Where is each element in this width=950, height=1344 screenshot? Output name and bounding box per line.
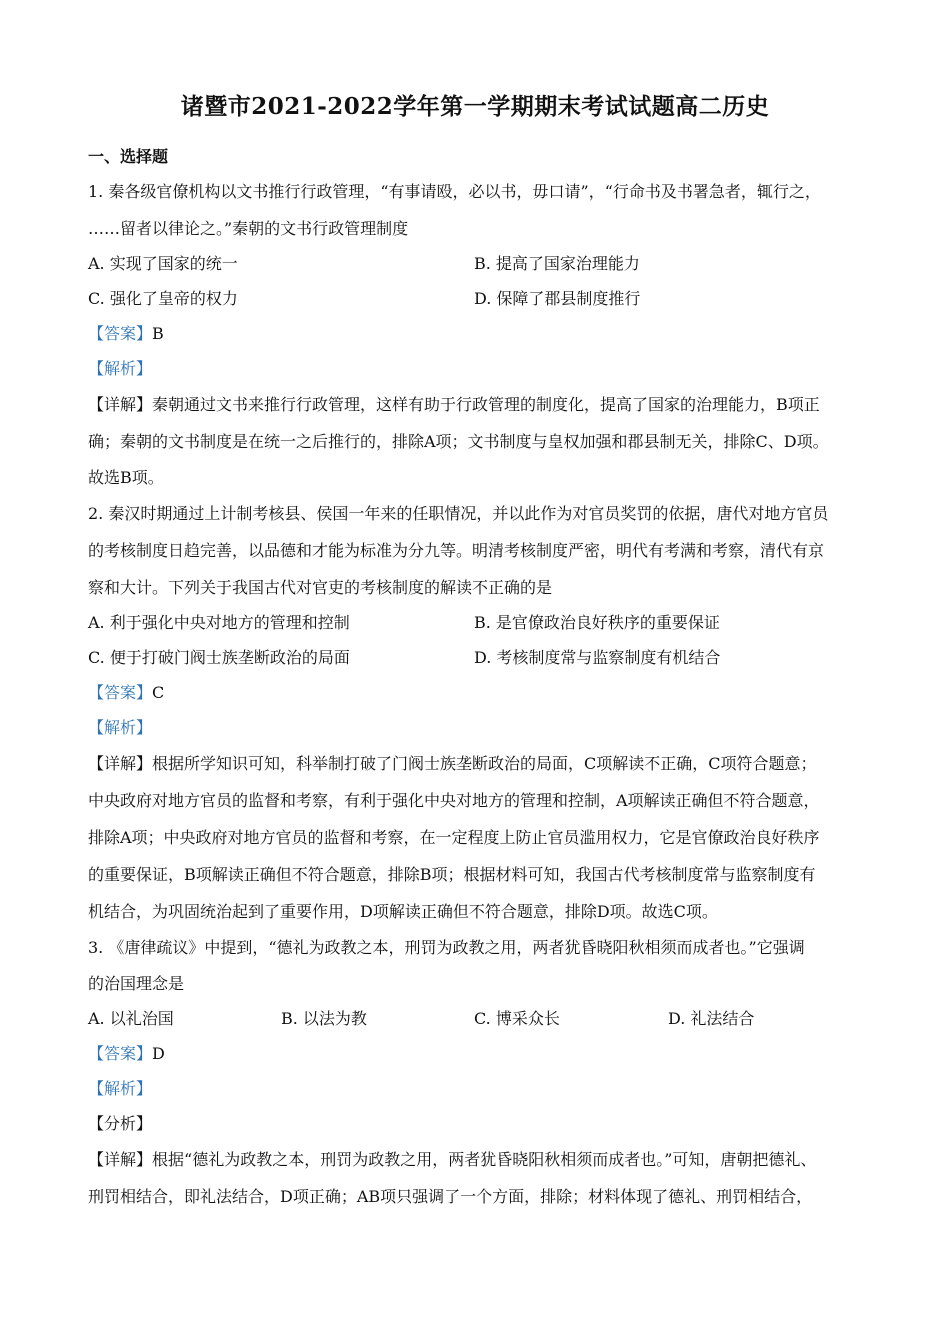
q3-option-b: B. 以法为教 <box>281 1009 367 1028</box>
q1-option-b: B. 提高了国家治理能力 <box>474 254 640 273</box>
answer-tag: 【答案】 <box>88 324 153 343</box>
q1-analysis-tag: 【解析】 <box>88 359 153 378</box>
q1-option-a: A. 实现了国家的统一 <box>88 254 238 273</box>
q1-answer-value: B <box>152 324 164 343</box>
q1-detail-line-3: 故选B项。 <box>88 468 164 487</box>
q3-stem-line-2: 的治国理念是 <box>88 974 185 993</box>
q1-answer <box>88 323 868 345</box>
q1-option-c: C. 强化了皇帝的权力 <box>88 289 238 308</box>
q1-detail-text-1: 秦朝通过文书来推行行政管理，这样有助于行政管理的制度化，提高了国家的治理能力，B项正 <box>152 395 820 414</box>
q2-analysis-tag: 【解析】 <box>88 718 153 737</box>
q3-option-c: C. 博采众长 <box>474 1009 560 1028</box>
q3-option-a: A. 以礼治国 <box>88 1009 174 1028</box>
detail-tag: 【详解】 <box>88 754 153 773</box>
q2-answer-value: C <box>152 683 165 702</box>
q2-stem-line-3: 察和大计。下列关于我国古代对官吏的考核制度的解读不正确的是 <box>88 578 553 597</box>
q3-detail-line-2: 刑罚相结合，即礼法结合，D项正确；AB项只强调了一个方面，排除；材料体现了德礼、刑罚相结合， <box>88 1187 813 1206</box>
q3-fenxi-tag: 【分析】 <box>88 1114 153 1133</box>
q2-detail-line-2: 中央政府对地方官员的监督和考察，有利于强化中央对地方的管理和控制，A项解读正确但不符合题意， <box>88 791 820 810</box>
detail-tag: 【详解】 <box>88 1150 153 1169</box>
detail-tag: 【详解】 <box>88 395 153 414</box>
q3-answer <box>88 1043 868 1065</box>
q2-detail-line-1 <box>88 753 868 775</box>
q1-stem-line-2: ……留者以律论之。”秦朝的文书行政管理制度 <box>88 219 409 238</box>
q3-option-d: D. 礼法结合 <box>668 1009 755 1028</box>
q1-detail-line-2: 确；秦朝的文书制度是在统一之后推行的，排除A项；文书制度与皇权加强和郡县制无关，排除C、D项。 <box>88 432 829 451</box>
q3-detail-line-1 <box>88 1149 868 1171</box>
q3-analysis-tag: 【解析】 <box>88 1079 153 1098</box>
q2-option-c: C. 便于打破门阀士族垄断政治的局面 <box>88 648 350 667</box>
answer-tag: 【答案】 <box>88 1044 153 1063</box>
q2-detail-line-4: 的重要保证，B项解读正确但不符合题意，排除B项；根据材料可知，我国古代考核制度常与监察制度有 <box>88 865 816 884</box>
q1-option-d: D. 保障了郡县制度推行 <box>474 289 641 308</box>
q2-stem-line-1: 2. 秦汉时期通过上计制考核县、侯国一年来的任职情况，并以此作为对官员奖罚的依据，唐代对地方官员 <box>88 504 829 523</box>
q2-option-b: B. 是官僚政治良好秩序的重要保证 <box>474 613 720 632</box>
q2-answer <box>88 682 868 704</box>
q2-option-a: A. 利于强化中央对地方的管理和控制 <box>88 613 350 632</box>
q1-stem-line-1: 1. 秦各级官僚机构以文书推行行政管理，“有事请殴，必以书，毋口请”，“行命书及书署急者，辄行之， <box>88 182 821 201</box>
q2-detail-line-5: 机结合，为巩固统治起到了重要作用，D项解读正确但不符合题意，排除D项。故选C项。 <box>88 902 718 921</box>
q2-stem-line-2: 的考核制度日趋完善，以品德和才能为标准为分九等。明清考核制度严密，明代有考满和考察，清代有京 <box>88 541 825 560</box>
q3-answer-value: D <box>152 1044 165 1063</box>
q1-detail-line-1 <box>88 394 868 416</box>
section-heading: 一、选择题 <box>88 147 169 166</box>
answer-tag: 【答案】 <box>88 683 153 702</box>
q2-detail-text-1: 根据所学知识可知，科举制打破了门阀士族垄断政治的局面，C项解读不正确，C项符合题意； <box>152 754 817 773</box>
q2-option-d: D. 考核制度常与监察制度有机结合 <box>474 648 721 667</box>
page-title: 诸暨市2021-2022学年第一学期期末考试试题高二历史 <box>180 93 770 120</box>
q3-detail-text-1: 根据“德礼为政教之本，刑罚为政教之用，两者犹昏晓阳秋相须而成者也。”可知，唐朝把德礼、 <box>152 1150 817 1169</box>
q3-stem-line-1: 3. 《唐律疏议》中提到，“德礼为政教之本，刑罚为政教之用，两者犹昏晓阳秋相须而成者也。”它强调 <box>88 938 805 957</box>
q2-detail-line-3: 排除A项；中央政府对地方官员的监督和考察，在一定程度上防止官员滥用权力，它是官僚政治良好秩序 <box>88 828 820 847</box>
